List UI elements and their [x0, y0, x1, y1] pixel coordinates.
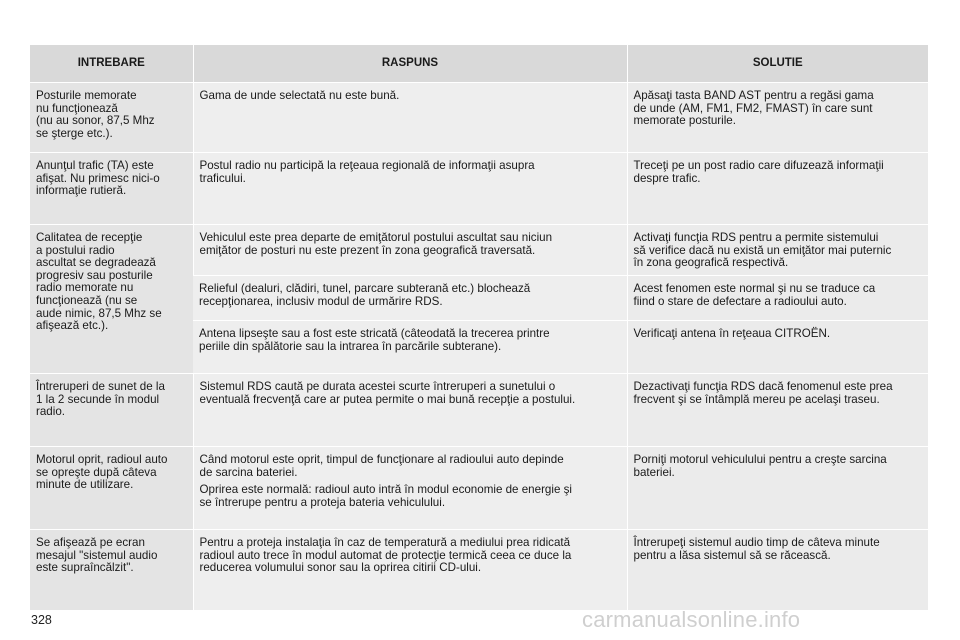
solution-cell: Acest fenomen este normal şi nu se traduce ca fiind o stare de defectare a radioului auto.	[627, 276, 928, 321]
answer-cell: Vehiculul este prea departe de emiţătorul postului ascultat sau niciun emiţător de posturi nu este prezent în zona geografică traversată.	[193, 225, 627, 276]
answer-cell: Sistemul RDS caută pe durata acestei scurte întreruperi a sunetului o eventuală frecvenţă care ar putea permite o mai bună recepţie a postului.	[193, 374, 627, 447]
solution-cell: Porniţi motorul vehiculului pentru a creşte sarcina bateriei.	[627, 447, 928, 530]
answer-cell: Relieful (dealuri, clădiri, tunel, parcare subterană etc.) blochează recepţionarea, inclusiv modul de urmărire RDS.	[193, 276, 627, 321]
solution-cell: Treceţi pe un post radio care difuzează informaţii despre trafic.	[627, 153, 928, 225]
table-row	[30, 153, 928, 225]
table-header-row	[30, 45, 928, 83]
page-number: 328	[31, 613, 52, 627]
answer-cell: Pentru a proteja instalaţia în caz de temperatură a mediului prea ridicată radioul auto trece în modul automat de protecţie termică ceea ce duce la reducerea volumului sonor sau la oprirea citirii CD-ului.	[193, 530, 627, 610]
question-cell: Se afişează pe ecran mesajul "sistemul audio este supraîncălzit".	[30, 530, 193, 610]
question-cell: Întreruperi de sunet de la 1 la 2 secunde în modul radio.	[30, 374, 193, 447]
header-intrebare: INTREBARE	[30, 45, 193, 83]
question-cell: Anunţul trafic (TA) este afişat. Nu primesc nici-o informaţie rutieră.	[30, 153, 193, 225]
table-row	[30, 374, 928, 447]
table-row	[30, 83, 928, 153]
solution-cell: Întrerupeţi sistemul audio timp de câteva minute pentru a lăsa sistemul să se răcească.	[627, 530, 928, 610]
header-solutie: SOLUTIE	[627, 45, 928, 83]
question-cell: Motorul oprit, radioul auto se opreşte după câteva minute de utilizare.	[30, 447, 193, 530]
header-raspuns: RASPUNS	[193, 45, 627, 83]
solution-cell: Verificaţi antena în reţeaua CITROËN.	[627, 321, 928, 374]
watermark: carmanualsonline.info	[582, 607, 801, 632]
question-cell: Posturile memorate nu funcţionează (nu au sonor, 87,5 Mhz se şterge etc.).	[30, 83, 193, 153]
answer-cell: Când motorul este oprit, timpul de funcţionare al radioului auto depinde de sarcina bateriei. Oprirea este normală: radioul auto intră în modul economie de energie şi se întrerupe pentru a proteja bateria vehiculului.	[193, 447, 627, 530]
answer-cell: Gama de unde selectată nu este bună.	[193, 83, 627, 153]
question-cell: Calitatea de recepţie a postului radio ascultat se degradează progresiv sau posturile radio memorate nu funcţionează (nu se aude nimic, 87,5 Mhz se afişează etc.).	[30, 225, 193, 374]
table-row	[30, 225, 928, 276]
table-row	[30, 530, 928, 610]
solution-cell: Apăsaţi tasta BAND AST pentru a regăsi gama de unde (AM, FM1, FM2, FMAST) în care sunt memorate posturile.	[627, 83, 928, 153]
answer-cell: Antena lipseşte sau a fost este stricată (câteodată la trecerea printre periile din spălătorie sau la intrarea în parcările subterane).	[193, 321, 627, 374]
table-row	[30, 447, 928, 530]
troubleshooting-table	[30, 45, 928, 610]
answer-cell: Postul radio nu participă la reţeaua regională de informaţii asupra traficului.	[193, 153, 627, 225]
solution-cell: Activaţi funcţia RDS pentru a permite sistemului să verifice dacă nu există un emiţător mai puternic în zona geografică respectivă.	[627, 225, 928, 276]
solution-cell: Dezactivaţi funcţia RDS dacă fenomenul este prea frecvent şi se întâmplă mereu pe acelaşi traseu.	[627, 374, 928, 447]
